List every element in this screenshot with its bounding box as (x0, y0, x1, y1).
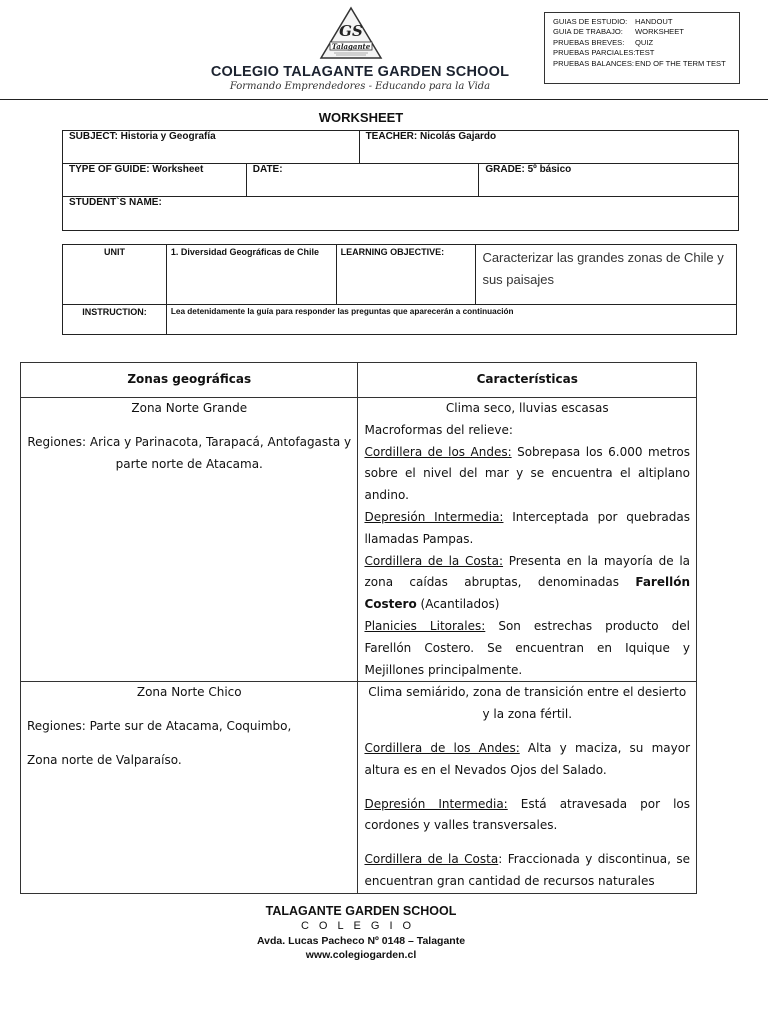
legend-row: PRUEBAS PARCIALES:TEST (553, 48, 655, 58)
unit-label: UNIT (63, 245, 167, 305)
andes-label: Cordillera de los Andes: (364, 444, 512, 459)
logo-letters: GS (339, 22, 363, 40)
footer-colegio: COLEGIO (300, 920, 422, 932)
zone-regions-2: Zona norte de Valparaíso. (27, 752, 182, 767)
table-row (21, 682, 697, 894)
col-header-characteristics: Características (358, 363, 697, 398)
guide-type-legend (544, 12, 740, 84)
planicies-label: Planicies Litorales: (364, 618, 486, 633)
footer-address: Avda. Lucas Pacheco Nº 0148 – Talagante (256, 935, 466, 947)
col-header-zones: Zonas geográficas (21, 363, 358, 398)
zone-name: Zona Norte Grande (131, 401, 248, 415)
zone-name: Zona Norte Chico (136, 685, 242, 700)
depresion-text: Interceptada por quebradas llamadas Pampas. (364, 509, 690, 546)
teacher-cell: TEACHER: Nicolás Gajardo (359, 131, 738, 164)
legend-row: PRUEBAS BREVES: QUIZ (553, 37, 654, 47)
depresion-label: Depresión Intermedia: (364, 509, 504, 524)
andes-text: Alta y maciza, su mayor altura es en el Nevados Ojos del Salado. (364, 740, 691, 777)
school-motto: Formando Emprendedores - Educando para la Vida (229, 81, 491, 92)
zone-regions: Regiones: Arica y Parinacota, Tarapacá, Antofagasta y parte norte de Atacama. (27, 434, 352, 471)
unit-table (62, 244, 737, 335)
subject-cell: SUBJECT: Historia y Geografía (63, 131, 360, 164)
costa-label: Cordillera de la Costa (364, 852, 499, 867)
unit-value: 1. Diversidad Geográficas de Chile (166, 245, 336, 305)
costa-text: Presenta en la mayoría de la zona caídas abruptas, denominadas (364, 553, 691, 590)
info-table (62, 130, 739, 231)
footer-website[interactable]: www.colegiogarden.cl (305, 949, 417, 961)
guide-type-cell: TYPE OF GUIDE: Worksheet (63, 164, 247, 197)
zone-climate: Clima seco, lluvias escasas (445, 401, 609, 415)
school-logo (318, 6, 384, 62)
school-name: COLEGIO TALAGANTE GARDEN SCHOOL (210, 64, 510, 80)
grade-cell: GRADE: 5º básico (479, 164, 739, 197)
legend-row: PRUEBAS BALANCES:END OF THE TERM TEST (553, 58, 726, 68)
date-cell[interactable]: DATE: (246, 164, 479, 197)
andes-label: Cordillera de los Andes: (364, 740, 520, 755)
costa-text: : Fraccionada y discontinua, se encuentran gran cantidad de recursos naturales (364, 852, 690, 888)
legend-row: GUIA DE TRABAJO: WORKSHEET (553, 27, 684, 37)
logo-text: Talagante (331, 42, 371, 51)
objective-value: Caracterizar las grandes zonas de Chile y sus paisajes (476, 245, 737, 305)
zone-climate: Clima semiárido, zona de transición entre el desierto y la zona fértil. (368, 685, 687, 722)
worksheet-title: WORKSHEET (318, 110, 404, 125)
costa-tail: (Acantilados) (416, 597, 500, 612)
depresion-label: Depresión Intermedia: (364, 796, 508, 811)
instruction-label: INSTRUCTION: (63, 305, 167, 335)
objective-label: LEARNING OBJECTIVE: (336, 245, 476, 305)
zones-table (20, 362, 697, 894)
header-divider (0, 99, 768, 100)
depresion-text: Está atravesada por los cordones y valles transversales. (364, 796, 690, 833)
instruction-value: Lea detenidamente la guía para responder las preguntas que aparecerán a continuación (166, 305, 736, 335)
table-row (21, 398, 697, 682)
andes-text: Sobrepasa los 6.000 metros sobre el nivel del mar y se encuentra el altiplano andino. (364, 444, 690, 503)
planicies-text: Son estrechas producto del Farellón Costero. Se encuentran en Iquique y Mejillones principalmente. (364, 618, 691, 677)
student-name-cell[interactable]: STUDENT`S NAME: (63, 197, 739, 231)
zone-regions: Regiones: Parte sur de Atacama, Coquimbo, (27, 719, 292, 734)
footer-school-name: TALAGANTE GARDEN SCHOOL (265, 904, 457, 918)
macroforms-label: Macroformas del relieve: (364, 422, 513, 437)
legend-row: GUIAS DE ESTUDIO: HANDOUT (553, 17, 673, 26)
costa-label: Cordillera de la Costa: (364, 553, 504, 568)
costa-bold: Farellón Costero (364, 575, 690, 612)
